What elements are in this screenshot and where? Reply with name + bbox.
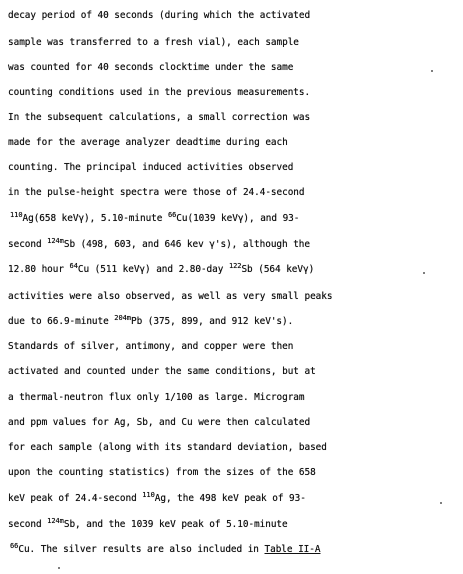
text-line [8,113,310,122]
text-line [8,292,332,301]
text-line [8,393,305,402]
text-run: Cu(1039 keVγ), and 93- [176,213,300,224]
text-run: counting conditions used in the previous measurements. [8,87,311,98]
text-run: Standards of silver, antimony, and copper were then [8,341,294,352]
text-run: sample was transferred to a fresh vial), each sample [8,37,299,48]
isotope-mass-superscript: 122 [228,262,242,270]
text-line [8,443,327,452]
text-line [8,11,310,20]
text-run: Sb (498, 603, and 646 kev γ's), although the [63,239,310,250]
text-line [8,138,288,147]
text-run: for each sample (along with its standard deviation, based [8,442,327,453]
text-run: second [8,519,48,530]
text-line [8,262,315,275]
text-run: made for the average analyzer deadtime during each [8,137,288,148]
isotope-mass-superscript: 110 [142,491,155,499]
text-line [8,491,306,504]
text-run: second [8,239,48,250]
text-line [8,188,305,197]
isotope-mass-superscript: 64 [69,262,78,270]
text-run: keV peak of 24.4-second [8,493,143,504]
text-line [10,211,300,224]
text-run: due to 66.9-minute [8,316,115,327]
isotope-mass-superscript: 66 [10,542,19,550]
text-line [8,63,293,72]
text-line [8,237,310,250]
text-line [8,367,316,376]
text-line [8,342,293,351]
text-line [8,468,316,477]
text-run: 12.80 hour [8,264,70,275]
text-line [8,418,310,427]
text-run: Sb, and the 1039 keV peak of 5.10-minute [63,519,288,530]
text-run: Ag(658 keVγ), 5.10-minute [22,213,168,224]
scan-speck [423,272,425,274]
scan-speck [58,567,60,569]
text-run: and ppm values for Ag, Sb, and Cu were then calculated [8,417,311,428]
text-run: upon the counting statistics) from the sizes of the 658 [8,467,316,478]
isotope-mass-superscript: 124m [47,517,64,525]
text-run: activities were also observed, as well as very small peaks [8,291,333,302]
text-run: a thermal-neutron flux only 1/100 as large. Microgram [8,392,305,403]
text-line [8,38,299,47]
text-line [8,517,288,530]
text-run: counting. The principal induced activities observed [8,162,294,173]
scan-speck [440,502,442,504]
table-reference: Table II-A [264,544,321,555]
text-run: Sb (564 keVγ) [241,264,315,275]
text-run: in the pulse-height spectra were those of 24.4-second [8,187,305,198]
text-line [8,314,294,327]
isotope-mass-superscript: 204m [114,314,131,322]
text-run: was counted for 40 seconds clocktime under the same [8,62,294,73]
text-run: In the subsequent calculations, a small correction was [8,112,311,123]
text-run: Pb (375, 899, and 912 keV's). [130,316,294,327]
isotope-mass-superscript: 66 [167,211,177,219]
text-run: Cu (511 keVγ) and 2.80-day [77,264,229,275]
text-run: Ag, the 498 keV peak of 93- [154,493,306,504]
isotope-mass-superscript: 124m [47,237,64,245]
text-run: Cu. The silver results are also included in [18,544,265,555]
text-line [8,163,293,172]
text-line [10,542,321,555]
text-run: decay period of 40 seconds (during which the activated [8,10,311,21]
text-line [8,88,310,97]
text-run: activated and counted under the same conditions, but at [8,366,316,377]
isotope-mass-superscript: 110 [10,211,23,219]
scan-speck [431,70,433,72]
